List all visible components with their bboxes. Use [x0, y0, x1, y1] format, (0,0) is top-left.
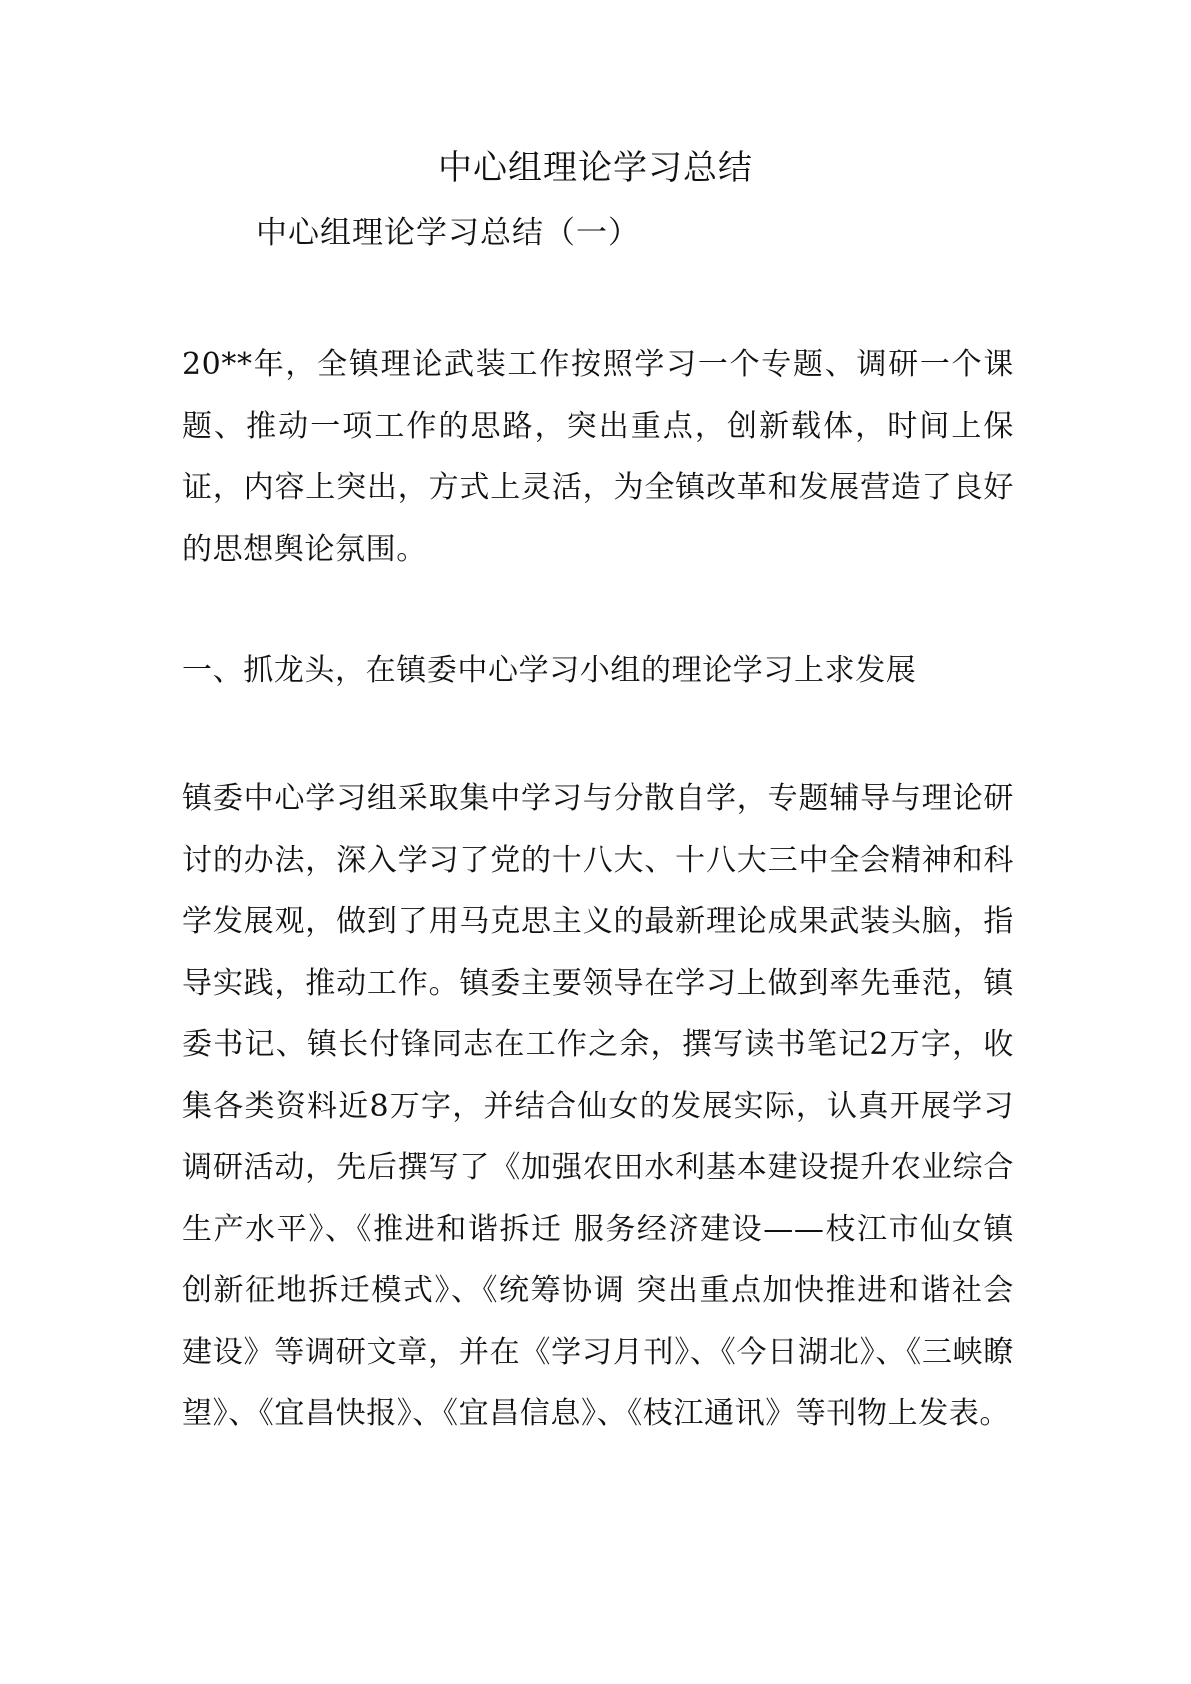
paragraph-intro: 20**年，全镇理论武装工作按照学习一个专题、调研一个课题、推动一项工作的思路，突出重点，创新载体，时间上保证，内容上突出，方式上灵活，为全镇改革和发展营造了良好的思想舆论氛围。 [182, 347, 1014, 567]
section-heading: 一、抓龙头，在镇委中心学习小组的理论学习上求发展 [182, 653, 917, 688]
page-title: 中心组理论学习总结 [438, 148, 753, 188]
paragraph-section1: 镇委中心学习组采取集中学习与分散自学，专题辅导与理论研讨的办法，深入学习了党的十八大、十八大三中全会精神和科学发展观，做到了用马克思主义的最新理论成果武装头脑，指导实践，推动工作。镇委主要领导在学习上做到率先垂范，镇委书记、镇长付锋同志在工作之余，撰写读书笔记2万字，收集各类资料近8万字，并结合仙女的发展实际，认真开展学习调研活动，先后撰写了《加强农田水利基本建设提升农业综合生产水平》、《推进和谐拆迁 服务经济建设——枝江市仙女镇创新征地拆迁模式》、《统筹协调 突出重点加快推进和谐社会建设》等调研文章，并在《学习月刊》、《今日湖北》、《三峡瞭望》、《宜昌快报》、《宜昌信息》、《枝江通讯》等刊物上发表。 [182, 781, 1014, 1431]
document-subtitle: 中心组理论学习总结（一） [256, 215, 640, 251]
